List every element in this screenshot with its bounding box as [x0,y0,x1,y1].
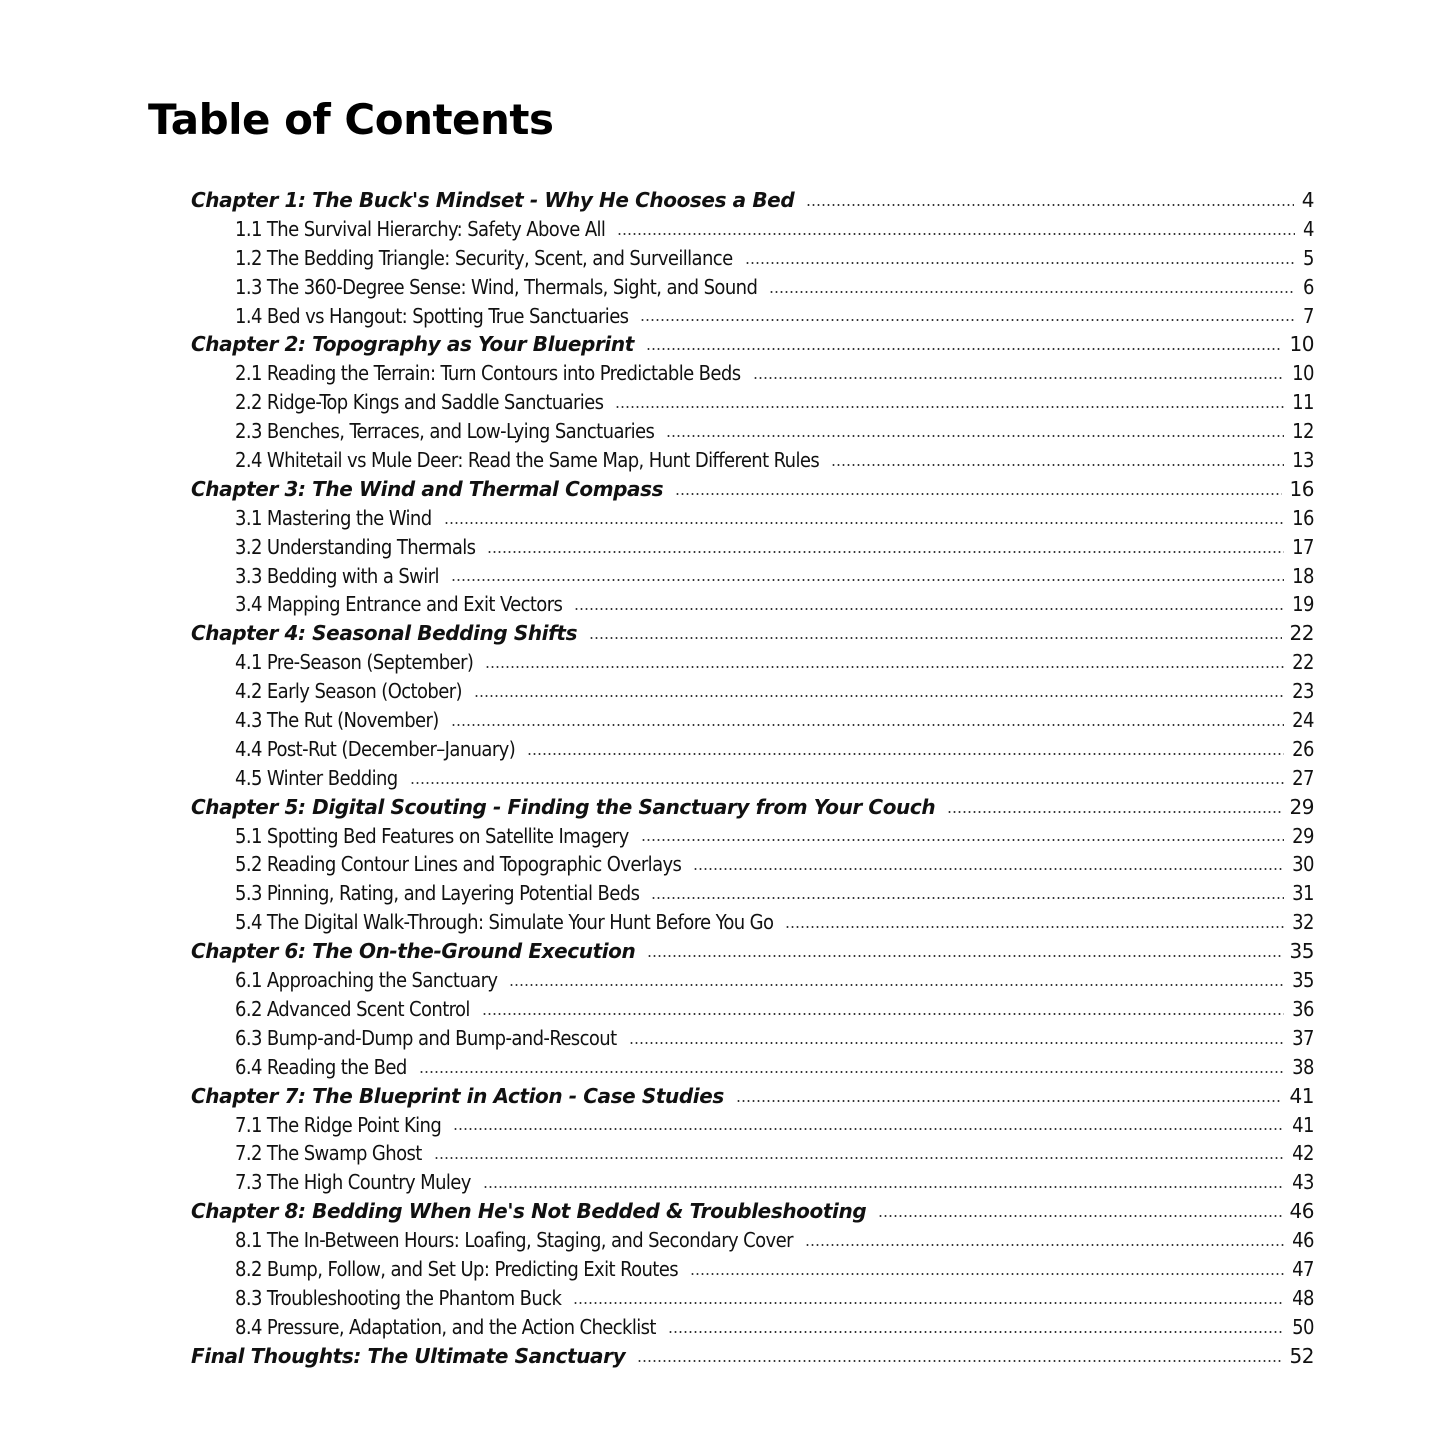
toc-page-number: 48 [1292,1285,1314,1310]
toc-section-entry[interactable] [191,215,1314,244]
dot-leader [451,562,1284,582]
dot-leader [666,418,1284,438]
toc-entry-title: 3.1 Mastering the Wind [235,505,432,530]
toc-entry-title: 5.1 Spotting Bed Features on Satellite Imagery [235,823,629,848]
toc-entry-title: 8.1 The In-Between Hours: Loafing, Staging, and Secondary Cover [235,1228,793,1253]
toc-page-number: 37 [1292,1025,1314,1050]
toc-section-entry[interactable] [191,1053,1314,1082]
toc-entry-title: 3.4 Mapping Entrance and Exit Vectors [235,592,563,617]
toc-section-entry[interactable] [191,504,1314,533]
dot-leader [646,331,1282,351]
toc-section-entry[interactable] [191,1024,1314,1053]
toc-entry-title: 1.1 The Survival Hierarchy: Safety Above All [235,216,606,241]
dot-leader [451,707,1284,727]
toc-entry-title: 6.4 Reading the Bed [235,1054,407,1079]
toc-entry-title: Chapter 5: Digital Scouting - Finding the Sanctuary from Your Couch [191,794,936,819]
toc-section-entry[interactable] [191,1168,1314,1197]
dot-leader [690,1256,1284,1276]
dot-leader [640,302,1295,322]
toc-chapter-entry[interactable] [191,1342,1314,1371]
toc-entry-title: 7.2 The Swamp Ghost [235,1141,422,1166]
toc-entry-title: 7.3 The High Country Muley [235,1170,471,1195]
toc-section-entry[interactable] [191,966,1314,995]
toc-section-entry[interactable] [191,850,1314,879]
dot-leader [589,620,1281,640]
toc-section-entry[interactable] [191,273,1314,302]
dot-leader [745,245,1295,265]
toc-section-entry[interactable] [191,822,1314,851]
toc-section-entry[interactable] [191,908,1314,937]
toc-entry-title: 2.2 Ridge-Top Kings and Saddle Sanctuaries [235,390,604,415]
toc-entry-title: 8.4 Pressure, Adaptation, and the Action Checklist [235,1314,656,1339]
toc-entry-title: 4.4 Post-Rut (December–January) [235,736,516,761]
dot-leader [474,678,1284,698]
toc-entry-title: 6.3 Bump-and-Dump and Bump-and-Rescout [235,1025,617,1050]
toc-entry-title: 4.5 Winter Bedding [235,765,398,790]
dot-leader [487,534,1284,554]
toc-page-number: 41 [1289,1083,1314,1108]
toc-page-number: 6 [1303,274,1314,299]
toc-page-number: 29 [1289,794,1314,819]
toc-entry-title: 2.1 Reading the Terrain: Turn Contours into Predictable Beds [235,361,741,386]
dot-leader [573,1285,1284,1305]
toc-section-entry[interactable] [191,562,1314,591]
toc-entry-title: 1.3 The 360-Degree Sense: Wind, Thermals, Sight, and Sound [235,274,758,299]
toc-page-number: 46 [1292,1228,1314,1253]
toc-chapter-entry[interactable] [191,186,1314,215]
toc-section-entry[interactable] [191,302,1314,331]
toc-section-entry[interactable] [191,590,1314,619]
dot-leader [736,1083,1282,1103]
toc-page-number: 11 [1292,390,1314,415]
toc-chapter-entry[interactable] [191,619,1314,648]
toc-section-entry[interactable] [191,648,1314,677]
toc-page-number: 18 [1292,563,1314,588]
toc-entry-title: 6.1 Approaching the Sanctuary [235,968,498,993]
dot-leader [527,736,1284,756]
toc-page-number: 31 [1292,881,1314,906]
toc-entry-title: 5.3 Pinning, Rating, and Layering Potential Beds [235,881,640,906]
toc-page-number: 30 [1292,852,1314,877]
dot-leader [434,1140,1284,1160]
toc-page-number: 22 [1289,621,1314,646]
toc-page-number: 27 [1292,765,1314,790]
dot-leader [482,996,1284,1016]
toc-section-entry[interactable] [191,533,1314,562]
toc-chapter-entry[interactable] [191,1197,1314,1226]
toc-entry-title: Chapter 6: The On-the-Ground Execution [191,939,636,964]
toc-chapter-entry[interactable] [191,475,1314,504]
dot-leader [419,1054,1284,1074]
dot-leader [483,1169,1284,1189]
dot-leader [831,447,1284,467]
toc-page-number: 42 [1292,1141,1314,1166]
toc-chapter-entry[interactable] [191,793,1314,822]
toc-section-entry[interactable] [191,417,1314,446]
toc-chapter-entry[interactable] [191,1082,1314,1111]
toc-entry-title: 4.2 Early Season (October) [235,679,462,704]
toc-section-entry[interactable] [191,706,1314,735]
toc-page-number: 52 [1289,1343,1314,1368]
toc-entry-title: 8.2 Bump, Follow, and Set Up: Predicting Exit Routes [235,1256,678,1281]
dot-leader [675,476,1281,496]
toc-page-number: 12 [1292,419,1314,444]
dot-leader [615,389,1284,409]
toc-section-entry[interactable] [191,677,1314,706]
toc-page-number: 35 [1292,968,1314,993]
toc-page-number: 43 [1292,1170,1314,1195]
toc-section-entry[interactable] [191,995,1314,1024]
toc-page-number: 7 [1303,303,1314,328]
toc-entry-title: Chapter 3: The Wind and Thermal Compass [191,476,664,501]
dot-leader [410,765,1285,785]
toc-page-number: 26 [1292,736,1314,761]
toc-entry-title: 2.4 Whitetail vs Mule Deer: Read the Same Map, Hunt Different Rules [235,448,820,473]
toc-section-entry[interactable] [191,1284,1314,1313]
dot-leader [947,794,1281,814]
toc-section-entry[interactable] [191,1226,1314,1255]
toc-chapter-entry[interactable] [191,330,1314,359]
dot-leader [647,938,1281,958]
toc-section-entry[interactable] [191,1111,1314,1140]
dot-leader [637,1343,1281,1363]
dot-leader [617,216,1295,236]
toc-section-entry[interactable] [191,446,1314,475]
toc-section-entry[interactable] [191,388,1314,417]
dot-leader [806,187,1294,207]
toc-page-number: 10 [1292,361,1314,386]
dot-leader [878,1198,1281,1218]
toc-page-number: 13 [1292,448,1314,473]
toc-entry-title: Chapter 2: Topography as Your Blueprint [191,332,634,357]
toc-page-number: 47 [1292,1256,1314,1281]
toc-page-number: 36 [1292,996,1314,1021]
dot-leader [485,649,1284,669]
toc-section-entry[interactable] [191,1313,1314,1342]
page-title: Table of Contents [148,95,554,144]
toc-section-entry[interactable] [191,1139,1314,1168]
toc-section-entry[interactable] [191,244,1314,273]
dot-leader [574,591,1284,611]
dot-leader [453,1111,1284,1131]
dot-leader [509,967,1284,987]
toc-page-number: 17 [1292,534,1314,559]
dot-leader [651,880,1284,900]
toc-page-number: 10 [1289,332,1314,357]
toc-entry-title: Chapter 7: The Blueprint in Action - Case Studies [191,1083,724,1108]
toc-entry-title: Final Thoughts: The Ultimate Sanctuary [191,1343,626,1368]
dot-leader [629,1025,1285,1045]
toc-page-number: 50 [1292,1314,1314,1339]
toc-page-number: 16 [1289,476,1314,501]
toc-page-number: 41 [1292,1112,1314,1137]
toc-entry-title: 6.2 Advanced Scent Control [235,996,470,1021]
toc-entry-title: 4.3 The Rut (November) [235,708,439,733]
dot-leader [693,851,1284,871]
toc-entry-title: Chapter 4: Seasonal Bedding Shifts [191,621,578,646]
toc-page-number: 24 [1292,708,1314,733]
toc-entry-title: 3.2 Understanding Thermals [235,534,476,559]
toc-entry-title: Chapter 1: The Buck's Mindset - Why He Chooses a Bed [191,188,795,212]
dot-leader [753,360,1285,380]
toc-entry-title: Chapter 8: Bedding When He's Not Bedded & Troubleshooting [191,1199,867,1224]
toc-entry-title: 1.2 The Bedding Triangle: Security, Scent, and Surveillance [235,245,733,270]
toc-entry-title: 4.1 Pre-Season (September) [235,650,474,675]
toc-entry-title: 1.4 Bed vs Hangout: Spotting True Sanctuaries [235,303,629,328]
toc-entry-title: 7.1 The Ridge Point King [235,1112,442,1137]
toc-page-number: 4 [1301,188,1314,212]
toc-section-entry[interactable] [191,359,1314,388]
toc-section-entry[interactable] [191,1255,1314,1284]
toc-page-number: 29 [1292,823,1314,848]
dot-leader [785,909,1284,929]
toc-section-entry[interactable] [191,735,1314,764]
toc-entry-title: 8.3 Troubleshooting the Phantom Buck [235,1285,562,1310]
toc-section-entry[interactable] [191,764,1314,793]
toc-entry-title: 5.2 Reading Contour Lines and Topographic Overlays [235,852,682,877]
table-of-contents [191,186,1314,1371]
dot-leader [641,822,1284,842]
toc-page-number: 23 [1292,679,1314,704]
toc-page-number: 46 [1289,1199,1314,1224]
toc-page-number: 5 [1303,245,1314,270]
toc-entry-title: 2.3 Benches, Terraces, and Low-Lying Sanctuaries [235,419,655,444]
toc-page-number: 19 [1292,592,1314,617]
toc-entry-title: 3.3 Bedding with a Swirl [235,563,439,588]
toc-page-number: 32 [1292,910,1314,935]
dot-leader [805,1227,1284,1247]
toc-section-entry[interactable] [191,879,1314,908]
toc-entry-title: 5.4 The Digital Walk-Through: Simulate Your Hunt Before You Go [235,910,774,935]
toc-page-number: 35 [1289,939,1314,964]
toc-chapter-entry[interactable] [191,937,1314,966]
toc-page-number: 4 [1303,216,1314,241]
toc-page-number: 22 [1292,650,1314,675]
dot-leader [444,505,1285,525]
dot-leader [769,274,1295,294]
dot-leader [668,1314,1284,1334]
toc-page-number: 16 [1292,505,1314,530]
toc-page-number: 38 [1292,1054,1314,1079]
